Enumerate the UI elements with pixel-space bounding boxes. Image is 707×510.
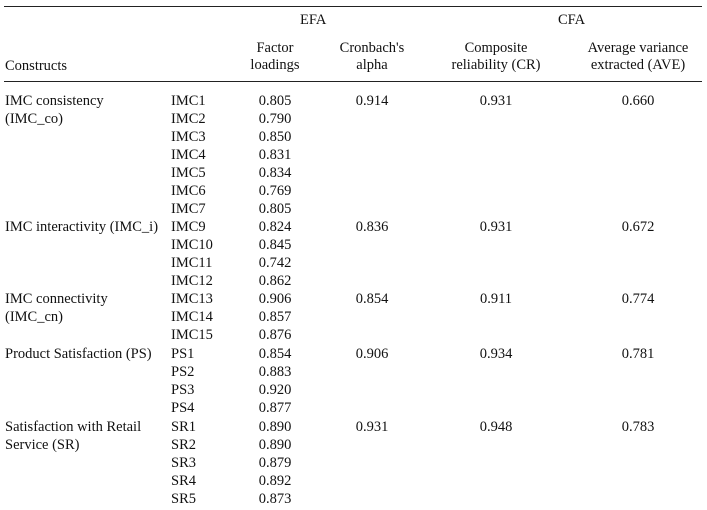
item-list [171,92,231,218]
item-code: PS1 [171,346,195,362]
factor-loading-value: 0.805 [258,201,292,217]
ave-header [574,40,702,74]
factor-loading-value: 0.873 [258,491,292,507]
composite-reliability-value: 0.931 [479,93,513,109]
factor-loading-value: 0.769 [258,183,292,199]
ave-value: 0.660 [621,93,655,109]
factor-loading-value: 0.854 [258,346,292,362]
item-list [171,218,231,290]
factor-loading-value: 0.892 [258,473,292,489]
item-code: SR1 [171,419,196,435]
ave-value: 0.672 [621,219,655,235]
item-code: IMC5 [171,165,206,181]
factor-loading-value: 0.824 [258,219,292,235]
factor-loading-value: 0.805 [258,93,292,109]
factor-loading-value: 0.845 [258,237,292,253]
construct-name: Product Satisfaction (PS) [5,346,152,362]
composite-reliability-value: 0.911 [479,291,513,307]
cronbach-header-line2: alpha [356,57,388,73]
item-code: IMC6 [171,183,206,199]
constructs-column-header: Constructs [5,58,68,74]
ave-value: 0.781 [621,346,655,362]
loading-list [240,418,310,508]
item-code: IMC3 [171,129,206,145]
item-code: PS4 [171,400,195,416]
cronbach-alpha-value: 0.836 [355,219,389,235]
item-code: IMC9 [171,219,206,235]
item-code: IMC4 [171,147,206,163]
ave-value: 0.783 [621,419,655,435]
factor-loading-value: 0.857 [258,309,292,325]
factor-loadings-header-line2: loadings [250,57,300,73]
item-code: PS2 [171,364,195,380]
ave-header-line2: extracted (AVE) [590,57,686,73]
factor-loading-value: 0.920 [258,382,292,398]
factor-loading-value: 0.890 [258,437,292,453]
composite-reliability-value: 0.948 [479,419,513,435]
item-list [171,418,231,508]
factor-loading-value: 0.850 [258,129,292,145]
composite-reliability-value: 0.931 [479,219,513,235]
factor-loadings-header [236,40,314,74]
cr-header-line2: reliability (CR) [451,57,541,73]
loading-list [240,290,310,344]
item-code: IMC11 [171,255,213,271]
item-list [171,290,231,344]
loading-list [240,92,310,218]
item-code: SR2 [171,437,196,453]
construct-name: IMC connectivity (IMC_cn) [5,291,108,325]
factor-loadings-header-line1: Factor [256,40,294,56]
factor-loading-value: 0.834 [258,165,292,181]
composite-reliability-header [436,40,556,74]
factor-loading-value: 0.890 [258,419,292,435]
item-code: IMC15 [171,327,213,343]
item-code: PS3 [171,382,195,398]
cronbach-alpha-value: 0.906 [355,346,389,362]
item-code: IMC7 [171,201,206,217]
header-bottom-rule [4,81,702,82]
item-list [171,345,231,417]
factor-loading-value: 0.790 [258,111,292,127]
cronbach-header-line1: Cronbach's [339,40,405,56]
cfa-group-header: CFA [558,12,586,28]
factor-loading-value: 0.831 [258,147,292,163]
loading-list [240,218,310,290]
composite-reliability-value: 0.934 [479,346,513,362]
table-top-rule [4,6,702,7]
construct-name: IMC interactivity (IMC_i) [5,219,159,235]
item-code: SR3 [171,455,196,471]
factor-loading-value: 0.742 [258,255,292,271]
cronbach-alpha-value: 0.854 [355,291,389,307]
factor-loading-value: 0.883 [258,364,292,380]
factor-loading-value: 0.906 [258,291,292,307]
factor-loading-value: 0.877 [258,400,292,416]
ave-header-line1: Average variance [587,40,689,56]
construct-name: Satisfaction with Retail Service (SR) [5,419,142,453]
item-code: IMC2 [171,111,206,127]
item-code: IMC10 [171,237,213,253]
cronbach-alpha-value: 0.914 [355,93,389,109]
item-code: IMC13 [171,291,213,307]
item-code: SR5 [171,491,196,507]
efa-group-header: EFA [300,12,327,28]
ave-value: 0.774 [621,291,655,307]
item-code: IMC14 [171,309,213,325]
cronbach-alpha-value: 0.931 [355,419,389,435]
item-code: SR4 [171,473,196,489]
factor-loading-value: 0.862 [258,273,292,289]
item-code: IMC1 [171,93,206,109]
cr-header-line1: Composite [464,40,528,56]
loading-list [240,345,310,417]
factor-loading-value: 0.876 [258,327,292,343]
cronbach-alpha-header [330,40,414,74]
item-code: IMC12 [171,273,213,289]
factor-loading-value: 0.879 [258,455,292,471]
construct-name: IMC consistency (IMC_co) [5,93,104,127]
